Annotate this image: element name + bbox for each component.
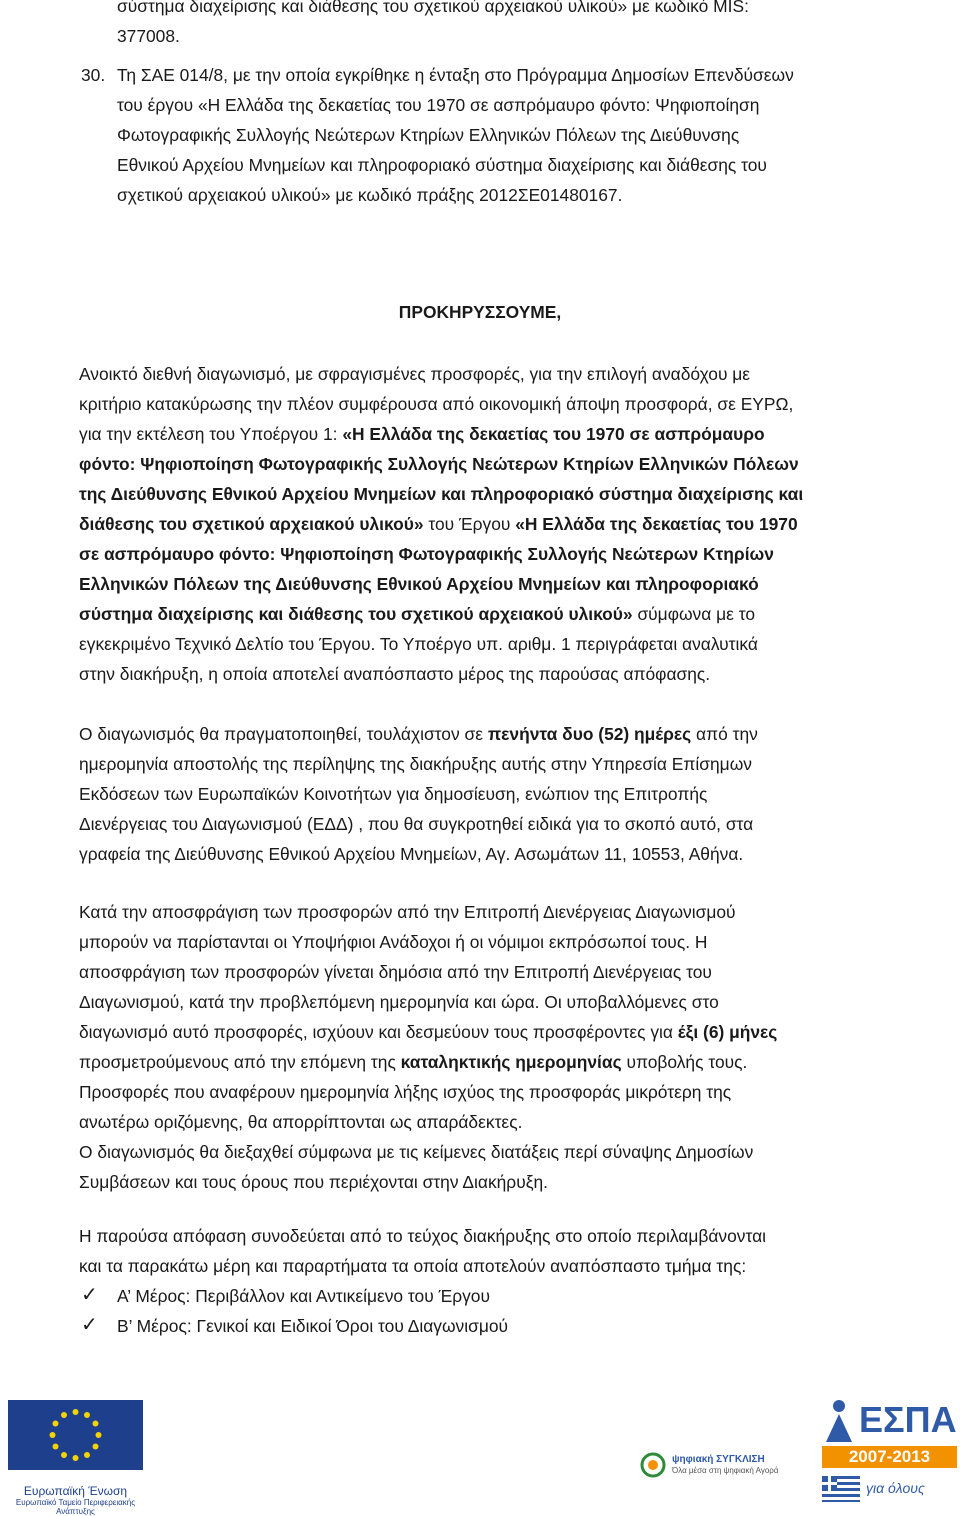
p3-line-9: Ο διαγωνισμός θα διεξαχθεί σύμφωνα με τις κείμενες διατάξεις περί σύναψης Δημοσίων bbox=[79, 1142, 754, 1162]
p3-line-8: ανωτέρω οριζόμενης, θα απορρίπτονται ως απαράδεκτες. bbox=[79, 1112, 523, 1132]
item-30-line-4: Εθνικού Αρχείου Μνημείων και πληροφοριακό σύστημα διαχείρισης και διάθεσης του bbox=[117, 155, 767, 175]
p3-line-6-end: υποβολής τους. bbox=[621, 1052, 748, 1072]
espa-years: 2007-2013 bbox=[822, 1446, 957, 1468]
eu-subcaption: Ευρωπαϊκό Ταμείο Περιφερειακής Ανάπτυξης bbox=[15, 1497, 136, 1516]
p2-line-3: Εκδόσεων των Ευρωπαϊκών Κοινοτήτων για δημοσίευση, ενώπιον της Επιτροπής bbox=[79, 784, 708, 804]
p3-line-3: αποσφράγιση των προσφορών γίνεται δημόσια από την Επιτροπή Διενέργειας του bbox=[79, 962, 712, 982]
item-30-line-5: σχετικού αρχειακού υλικού» με κωδικό πράξης 2012ΣΕ01480167. bbox=[117, 185, 623, 205]
top-line-1: σύστημα διαχείρισης και διάθεσης του σχετικού αρχειακού υλικού» με κωδικό MIS: bbox=[117, 0, 749, 16]
p3-line-7: Προσφορές που αναφέρουν ημερομηνία λήξης ισχύος της προσφοράς μικρότερη της bbox=[79, 1082, 732, 1102]
p1-line-3-title: «Η Ελλάδα της δεκαετίας του 1970 σε ασπρόμαυρο bbox=[342, 424, 765, 444]
eu-caption: Ευρωπαϊκή Ένωση bbox=[23, 1483, 128, 1498]
top-line-2: 377008. bbox=[117, 26, 180, 46]
p1-line-10: εγκεκριμένο Τεχνικό Δελτίο του Έργου. Το Υποέργο υπ. αριθμ. 1 περιγράφεται αναλυτικά bbox=[79, 634, 758, 654]
p1-line-6 bbox=[79, 510, 798, 540]
checklist-item-1: Α’ Μέρος: Περιβάλλον και Αντικείμενο του Έργου bbox=[117, 1286, 490, 1306]
p1-line-5: της Διεύθυνσης Εθνικού Αρχείου Μνημείων και πληροφοριακό σύστημα διαχείρισης και bbox=[79, 484, 804, 504]
p1-line-9 bbox=[79, 600, 755, 630]
p1-line-9-text: σύμφωνα με το bbox=[632, 604, 756, 624]
p2-line-4: Διενέργειας του Διαγωνισμού (ΕΔΔ) , που θα συγκροτηθεί ειδικά για το σκοπό αυτό, στα bbox=[79, 814, 754, 834]
p2-line-1 bbox=[79, 720, 758, 750]
item-30-number: 30. bbox=[81, 65, 106, 85]
p3-line-4: Διαγωνισμού, κατά την προβλεπόμενη ημερομηνία και ώρα. Οι υποβαλλόμενες στο bbox=[79, 992, 719, 1012]
p1-line-11: στην διακήρυξη, η οποία αποτελεί αναπόσπαστο μέρος της παρούσας απόφασης. bbox=[79, 664, 711, 684]
p3-deadline: καταληκτικής ημερομηνίας bbox=[400, 1052, 622, 1072]
item-30-line-1: Τη ΣΑΕ 014/8, με την οποία εγκρίθηκε η ένταξη στο Πρόγραμμα Δημοσίων Επενδύσεων bbox=[117, 65, 794, 85]
item-30-line-2: του έργου «Η Ελλάδα της δεκαετίας του 1970 σε ασπρόμαυρο φόντο: Ψηφιοποίηση bbox=[117, 95, 760, 115]
p1-line-8: Ελληνικών Πόλεων της Διεύθυνσης Εθνικού Αρχείου Μνημείων και πληροφοριακό bbox=[79, 574, 759, 594]
eu-flag-icon bbox=[8, 1400, 143, 1470]
p1-line-9-title: σύστημα διαχείρισης και διάθεσης του σχετικού αρχειακού υλικού» bbox=[79, 604, 633, 624]
espa-logo bbox=[822, 1398, 957, 1506]
p3-line-2: μπορούν να παρίστανται οι Υποψήφιοι Ανάδοχοι ή οι νόμιμοι εκπρόσωποί τους. Η bbox=[79, 932, 708, 952]
p1-line-6-title-2: «Η Ελλάδα της δεκαετίας του 1970 bbox=[515, 514, 798, 534]
p2-line-1-end: από την bbox=[691, 724, 758, 744]
p1-line-3 bbox=[79, 420, 765, 450]
p1-line-3-text: για την εκτέλεση του Υποέργου 1: bbox=[79, 424, 343, 444]
espa-slogan: για όλους bbox=[866, 1480, 925, 1496]
p2-line-2: ημερομηνία αποστολής της περίληψης της διακήρυξης αυτής στην Υπηρεσία Επίσημων bbox=[79, 754, 752, 774]
p3-line-10: Συμβάσεων και τους όρους που περιέχονται στην Διακήρυξη. bbox=[79, 1172, 549, 1192]
p1-line-2: κριτήριο κατακύρωσης την πλέον συμφέρουσα από οικονομική άποψη προσφορά, σε ΕΥΡΩ, bbox=[79, 394, 794, 414]
eu-logo bbox=[8, 1400, 143, 1516]
mid-logo-title: ψηφιακή ΣΥΓΚΛΙΣΗ bbox=[672, 1454, 765, 1465]
p1-line-6-title: διάθεσης του σχετικού αρχειακού υλικού» bbox=[79, 514, 424, 534]
checkmark-icon: ✓ bbox=[81, 1284, 98, 1306]
p1-line-6-text: του Έργου bbox=[423, 514, 516, 534]
p2-line-1-text: Ο διαγωνισμός θα πραγματοποιηθεί, τουλάχιστον σε bbox=[79, 724, 488, 744]
checkmark-icon: ✓ bbox=[81, 1314, 98, 1336]
p3-line-6-text: προσμετρούμενους από την επόμενη της bbox=[79, 1052, 401, 1072]
p4-line-2: και τα παρακάτω μέρη και παραρτήματα τα οποία αποτελούν αναπόσπαστο τμήμα της: bbox=[79, 1256, 747, 1276]
p4-line-1: Η παρούσα απόφαση συνοδεύεται από το τεύχος διακήρυξης στο οποίο περιλαμβάνονται bbox=[79, 1226, 767, 1246]
p3-line-5-text: διαγωνισμό αυτό προσφορές, ισχύουν και δεσμεύουν τους προσφέροντες για bbox=[79, 1022, 678, 1042]
p1-line-7: σε ασπρόμαυρο φόντο: Ψηφιοποίηση Φωτογραφικής Συλλογής Νεώτερων Κτηρίων bbox=[79, 544, 774, 564]
espa-title: ΕΣΠΑ bbox=[859, 1399, 957, 1440]
p3-validity: έξι (6) μήνες bbox=[677, 1022, 778, 1042]
checklist-item-2: Β’ Μέρος: Γενικοί και Ειδικοί Όροι του Διαγωνισμού bbox=[117, 1316, 509, 1336]
digital-convergence-logo bbox=[640, 1452, 815, 1502]
p2-line-5: γραφεία της Διεύθυνσης Εθνικού Αρχείου Μνημείων, Αγ. Ασωμάτων 11, 10553, Αθήνα. bbox=[79, 844, 744, 864]
swirl-icon bbox=[640, 1452, 666, 1478]
greek-flag-icon bbox=[822, 1476, 860, 1502]
p1-line-4: φόντο: Ψηφιοποίηση Φωτογραφικής Συλλογής Νεώτερων Κτηρίων Ελληνικών Πόλεων bbox=[79, 454, 799, 474]
item-30-line-3: Φωτογραφικής Συλλογής Νεώτερων Κτηρίων Ελληνικών Πόλεων της Διεύθυνσης bbox=[117, 125, 740, 145]
proclamation-heading: ΠΡΟΚΗΡΥΣΣΟΥΜΕ, bbox=[398, 302, 562, 322]
espa-figure-icon bbox=[822, 1398, 856, 1442]
p3-line-1: Κατά την αποσφράγιση των προσφορών από την Επιτροπή Διενέργειας Διαγωνισμού bbox=[79, 902, 736, 922]
p1-line-1: Ανοικτό διεθνή διαγωνισμό, με σφραγισμένες προσφορές, για την επιλογή αναδόχου με bbox=[79, 364, 751, 384]
p2-duration: πενήντα δυο (52) ημέρες bbox=[487, 724, 692, 744]
mid-logo-subtitle: Όλα μέσα στη ψηφιακή Αγορά bbox=[672, 1466, 779, 1475]
p3-line-5 bbox=[79, 1018, 777, 1048]
p3-line-6 bbox=[79, 1048, 747, 1078]
